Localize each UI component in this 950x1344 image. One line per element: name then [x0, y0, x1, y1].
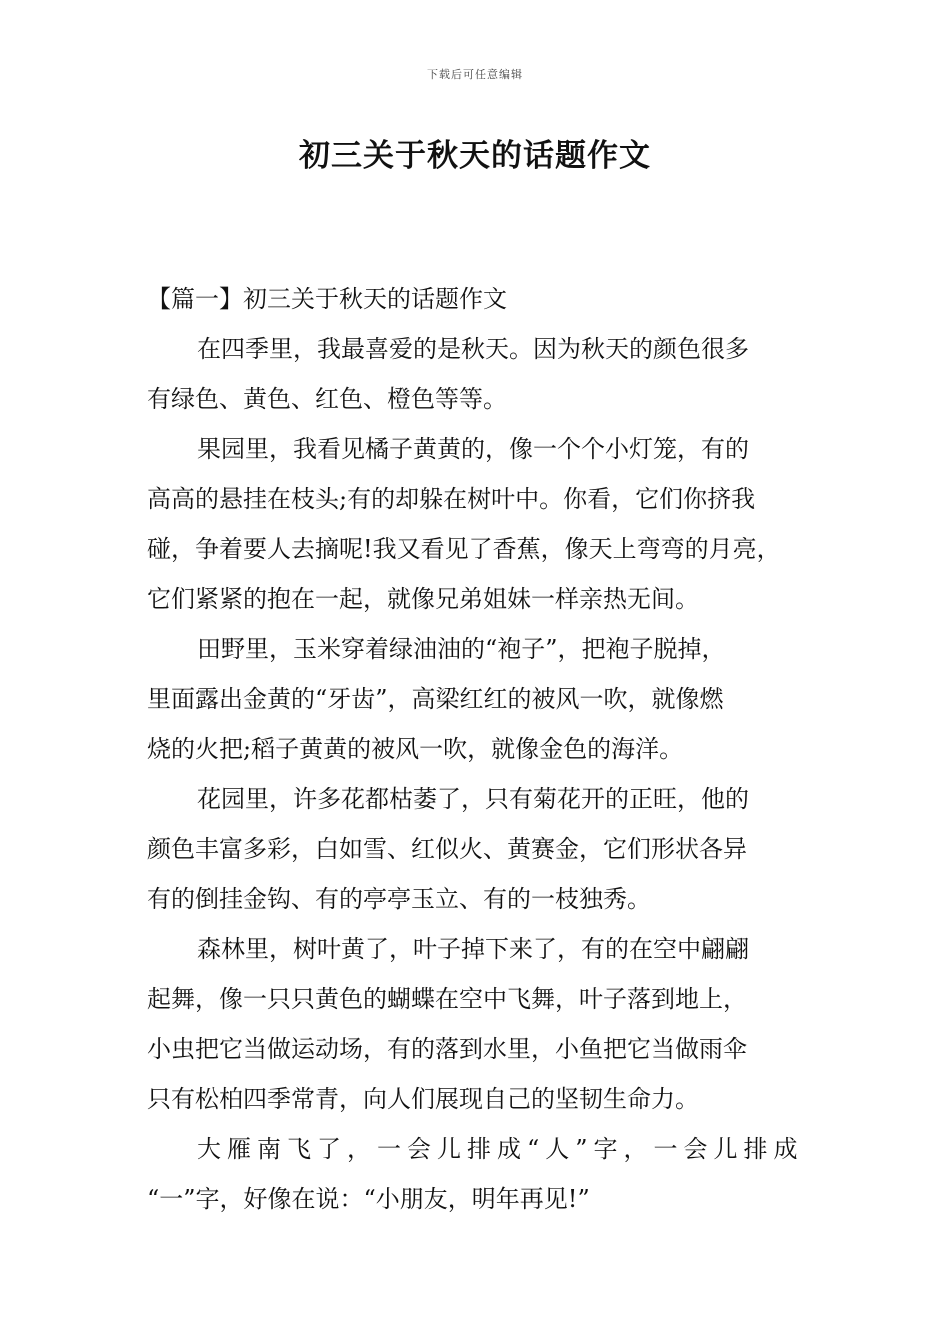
paragraph-line: 果园里，我看见橘子黄黄的，像一个个小灯笼，有的	[197, 435, 749, 463]
paragraph-line: 有的倒挂金钩、有的亭亭玉立、有的一枝独秀。	[147, 885, 651, 913]
paragraph-line: 大雁南飞了，一会儿排成“人”字，一会儿排成	[197, 1135, 804, 1163]
paragraph-line: 里面露出金黄的“牙齿”，高梁红红的被风一吹，就像燃	[147, 685, 724, 713]
paragraph-line: 只有松柏四季常青，向人们展现自己的坚韧生命力。	[147, 1085, 699, 1113]
paragraph-line: 起舞，像一只只黄色的蝴蝶在空中飞舞，叶子落到地上，	[147, 985, 747, 1013]
paragraph-line: 高高的悬挂在枝头;有的却躲在树叶中。你看，它们你挤我	[147, 485, 756, 513]
paragraph-line: 花园里，许多花都枯萎了，只有菊花开的正旺，他的	[197, 785, 749, 813]
paragraph-line: 森林里，树叶黄了，叶子掉下来了，有的在空中翩翩	[197, 935, 749, 963]
section-heading: 【篇一】初三关于秋天的话题作文	[147, 285, 507, 313]
document-title: 初三关于秋天的话题作文	[299, 138, 651, 174]
paragraph-line: 碰，争着要人去摘呢!我又看见了香蕉，像天上弯弯的月亮，	[147, 535, 781, 563]
paragraph-line: 它们紧紧的抱在一起，就像兄弟姐妹一样亲热无间。	[147, 585, 699, 613]
paragraph-line: 田野里，玉米穿着绿油油的“袍子”，把袍子脱掉，	[197, 635, 726, 663]
paragraph-line: 在四季里，我最喜爱的是秋天。因为秋天的颜色很多	[197, 335, 749, 363]
paragraph-line: 烧的火把;稻子黄黄的被风一吹，就像金色的海洋。	[147, 735, 684, 763]
page-header-note: 下载后可任意编辑	[427, 68, 523, 81]
paragraph-line: “一”字，好像在说：“小朋友，明年再见!”	[147, 1185, 590, 1213]
paragraph-line: 颜色丰富多彩，白如雪、红似火、黄赛金，它们形状各异	[147, 835, 747, 863]
paragraph-line: 有绿色、黄色、红色、橙色等等。	[147, 385, 507, 413]
paragraph-line: 小虫把它当做运动场，有的落到水里，小鱼把它当做雨伞	[147, 1035, 747, 1063]
